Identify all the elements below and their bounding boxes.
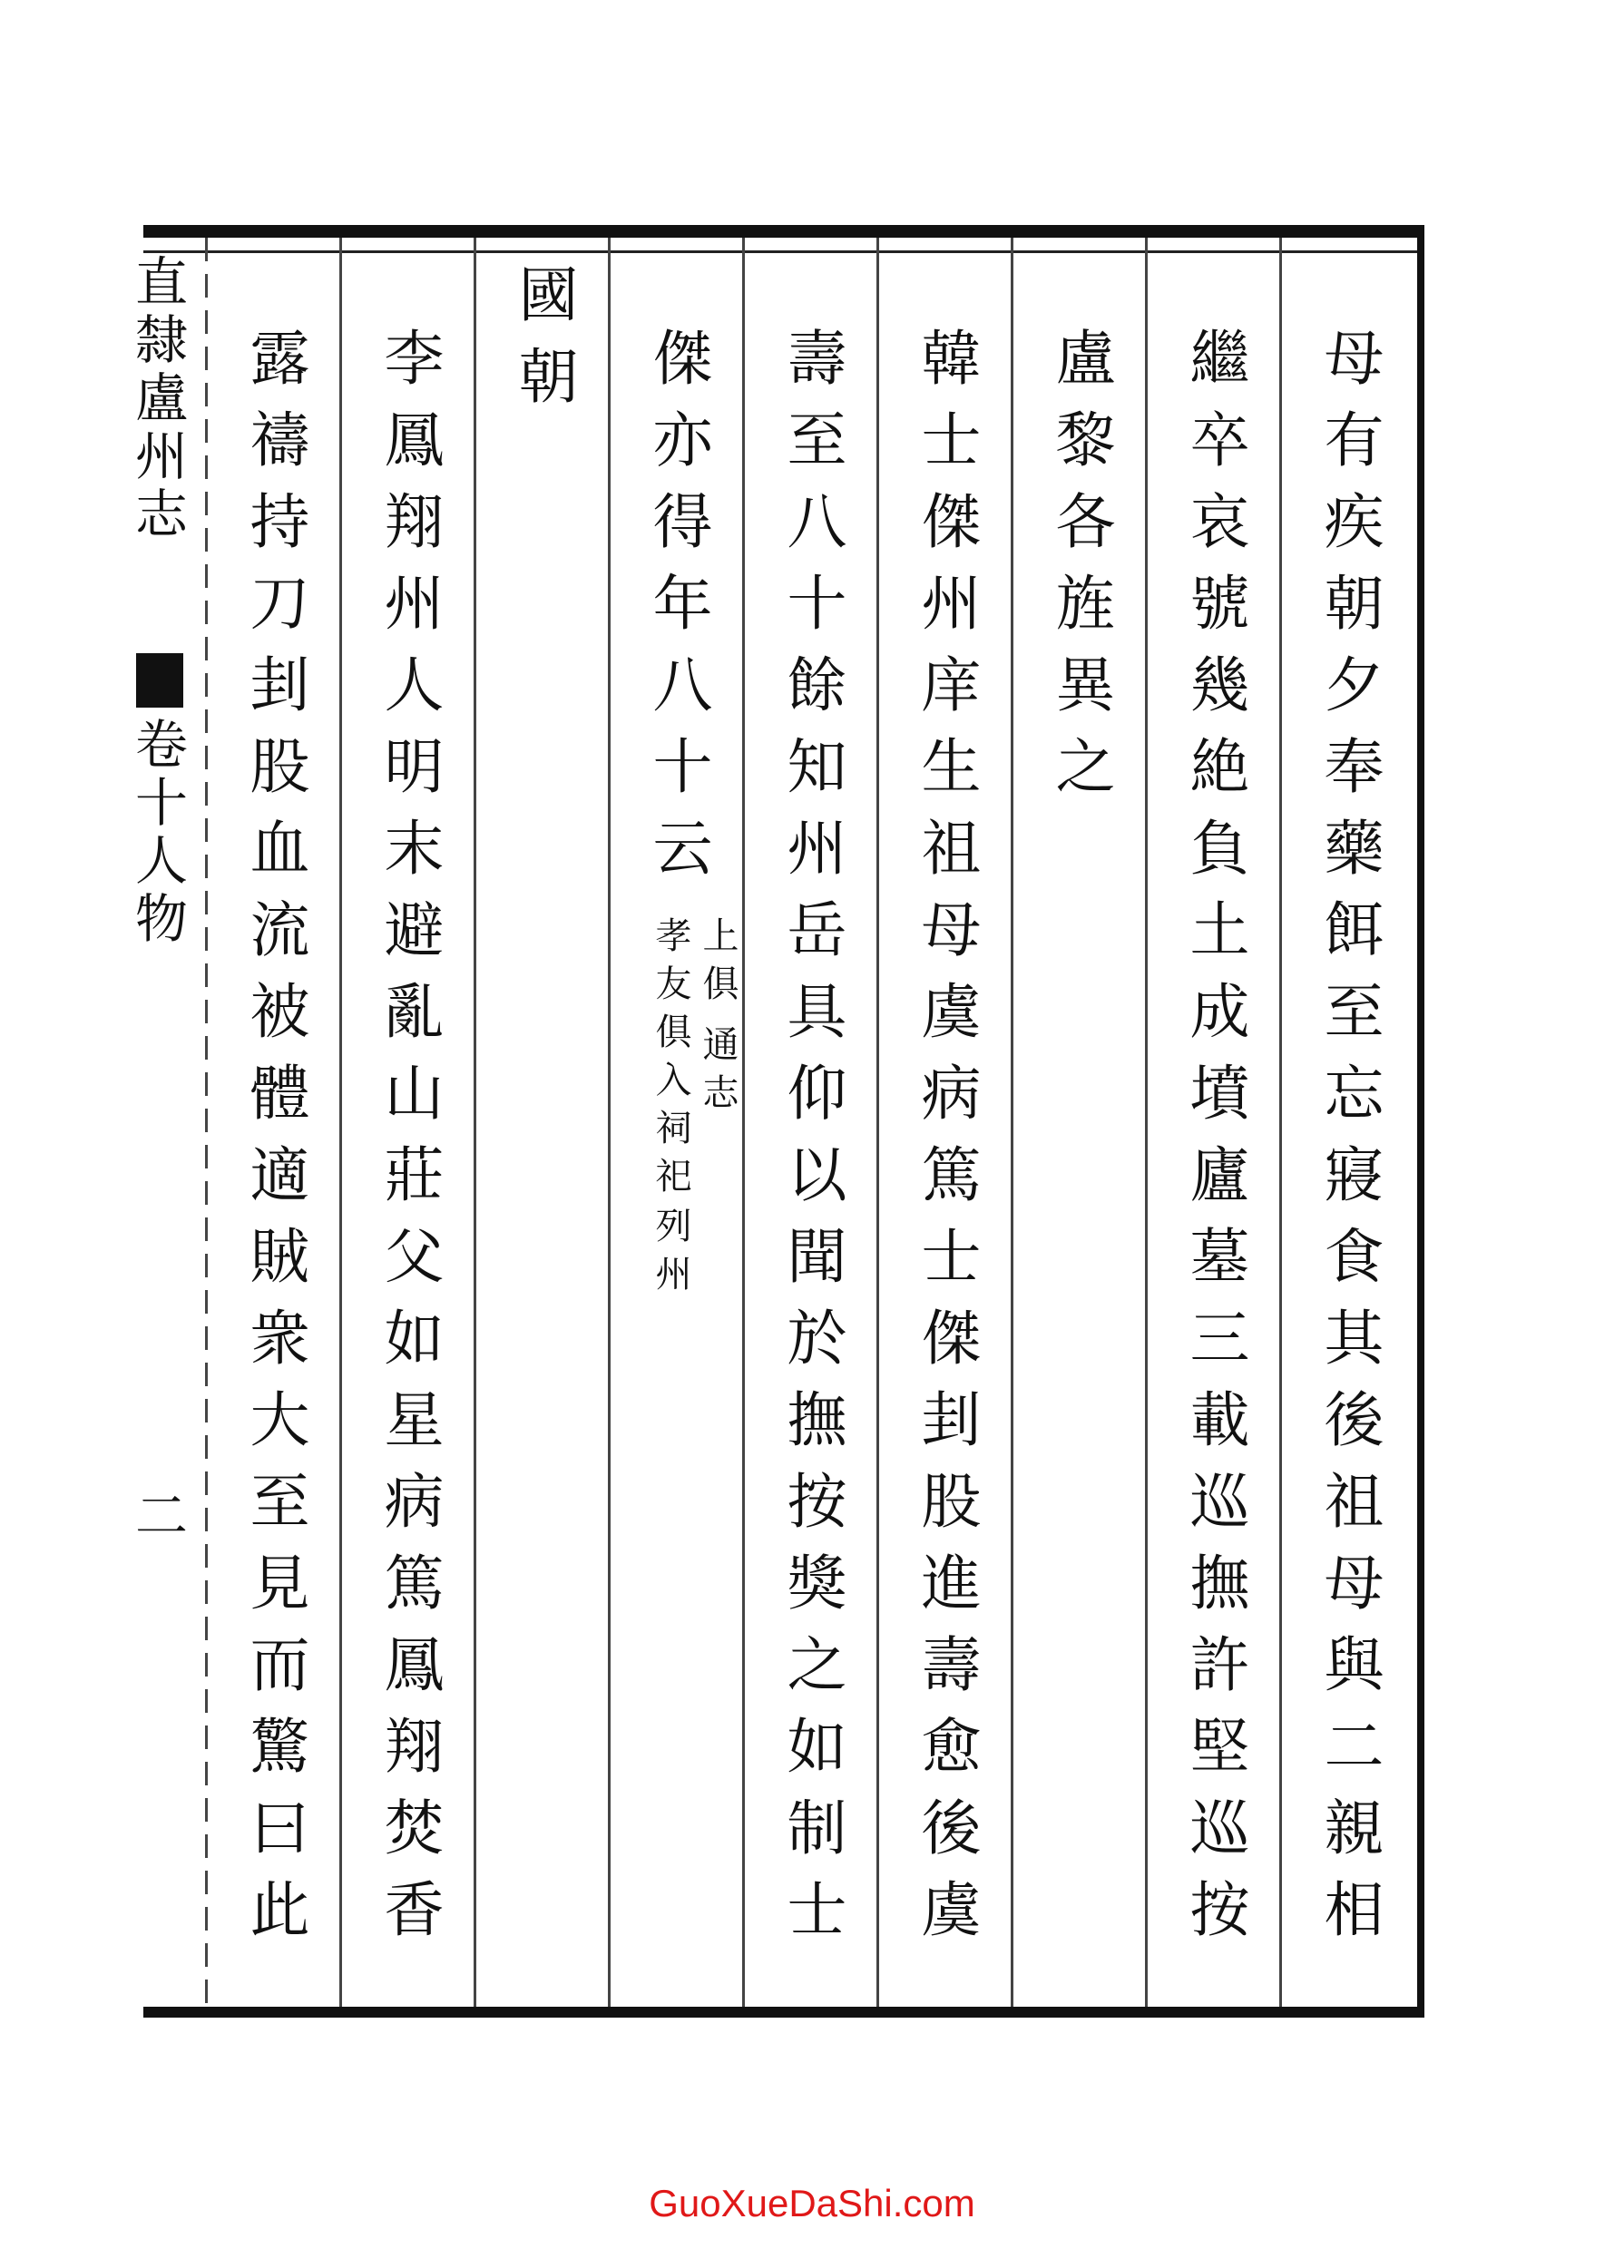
column-divider [1279, 238, 1282, 2007]
margin-section-label: 卷十人物 [126, 717, 188, 949]
text-column-8: 露禱持刀刲股血流被體適賊衆大至見而驚曰此 [240, 327, 309, 1960]
text-column-5: 壽至八十餘知州岳具仰以聞於撫按獎之如制士 [777, 327, 846, 1960]
annotation-right-line-2: 通志 [697, 1025, 739, 1121]
annotation-right-line: 上俱 [697, 916, 739, 1012]
text-column-2: 繼卒哀號幾絶負土成墳廬墓三載巡撫許堅巡按 [1179, 327, 1249, 1960]
frame-top-border [143, 225, 1424, 238]
frame-bottom-border [143, 2007, 1424, 2018]
margin-page-number: 二 [126, 1488, 188, 1540]
column-divider [608, 238, 611, 2007]
column-divider [1011, 238, 1013, 2007]
text-column-6: 傑亦得年八十云 [642, 327, 712, 898]
column-divider [1145, 238, 1148, 2007]
text-column-1: 母有疾朝夕奉藥餌至忘寢食其後祖母與二親相 [1314, 327, 1384, 1960]
text-column-7: 李鳳翔州人明末避亂山莊父如星病篤鳳翔焚香 [374, 327, 444, 1960]
dynasty-heading: 國朝 [508, 263, 578, 426]
watermark-link[interactable]: GuoXueDaShi.com [649, 2182, 975, 2224]
margin-book-title: 直隸盧州志 [126, 254, 188, 544]
text-column-3: 盧黎各旌異之 [1045, 327, 1115, 816]
frame-inner-top-border [143, 250, 1417, 253]
annotation-left-line-2: 列州 [650, 1207, 691, 1303]
column-divider [474, 238, 476, 2007]
frame-right-border [1417, 225, 1424, 2018]
margin-fishtail-mark [136, 653, 183, 708]
annotation-left-line: 孝友俱入祠祀 [650, 916, 691, 1205]
column-divider [742, 238, 745, 2007]
column-divider [876, 238, 879, 2007]
column-divider [339, 238, 342, 2007]
column-divider [205, 238, 208, 2007]
text-column-4: 韓士傑州庠生祖母虞病篤士傑刲股進壽愈後虞 [911, 327, 981, 1960]
